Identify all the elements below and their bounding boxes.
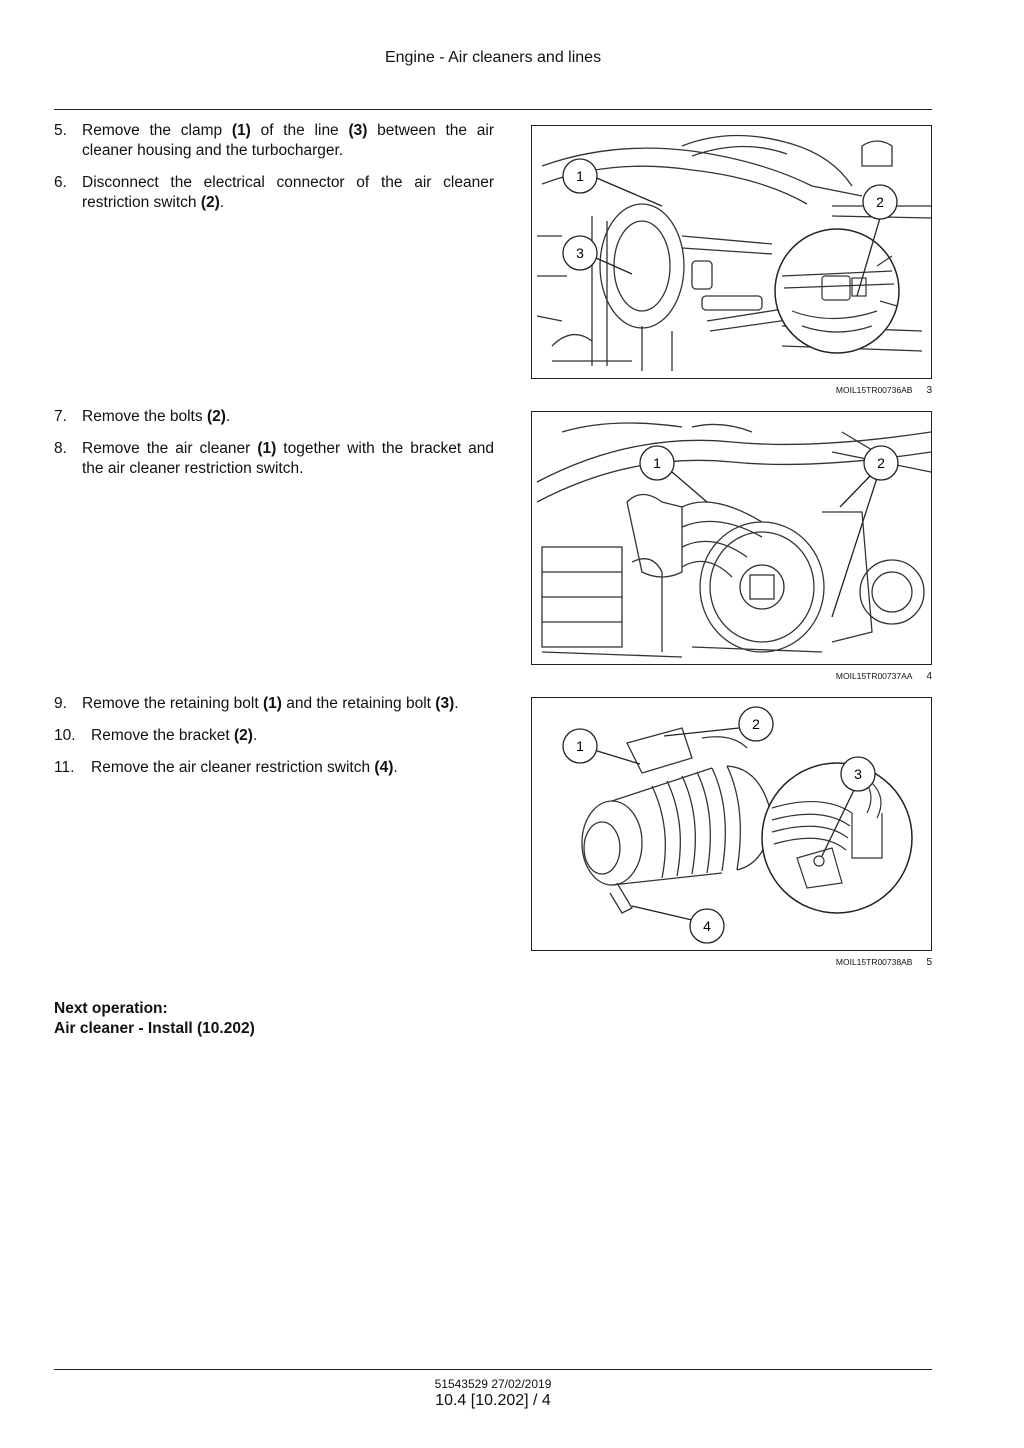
step-text: Remove the air cleaner (1) together with the bracket and the air cleaner restriction switch. — [82, 440, 494, 477]
callout-2 — [664, 707, 773, 741]
figure-number: 4 — [926, 671, 932, 682]
callout-1 — [640, 446, 707, 502]
step-number: 9. — [54, 695, 67, 712]
steps-group-3 — [54, 694, 494, 790]
figure-5-illustration — [531, 697, 932, 951]
footer-doc-id: 51543529 27/02/2019 — [434, 1377, 552, 1391]
step-number: 7. — [54, 408, 67, 425]
step-11 — [54, 758, 494, 778]
next-operation — [54, 999, 255, 1039]
svg-text:1: 1 — [576, 738, 584, 754]
figure-number: 3 — [926, 385, 932, 396]
next-operation-link[interactable]: Air cleaner - Install (10.202) — [54, 1020, 255, 1037]
step-number: 8. — [54, 440, 67, 457]
svg-text:3: 3 — [576, 245, 584, 261]
figure-5-caption — [531, 957, 932, 968]
figure-3-caption — [531, 385, 932, 396]
callout-3 — [563, 236, 632, 274]
step-8 — [54, 439, 494, 479]
step-6 — [54, 173, 494, 213]
step-number: 11. — [54, 759, 75, 776]
footer-rule — [54, 1369, 932, 1370]
figure-number: 5 — [926, 957, 932, 968]
svg-text:1: 1 — [576, 168, 584, 184]
svg-text:2: 2 — [877, 455, 885, 471]
step-number: 10. — [54, 727, 76, 744]
figure-4-illustration — [531, 411, 932, 665]
step-text: Disconnect the electrical connector of the air cleaner restriction switch (2). — [82, 174, 494, 211]
svg-text:2: 2 — [752, 716, 760, 732]
header-rule — [54, 109, 932, 110]
footer-page-number: 10.4 [10.202] / 4 — [435, 1392, 551, 1409]
step-number: 5. — [54, 122, 67, 139]
svg-text:2: 2 — [876, 194, 884, 210]
figure-3-illustration — [531, 125, 932, 379]
steps-group-2 — [54, 407, 494, 491]
svg-text:3: 3 — [854, 766, 862, 782]
step-text: Remove the retaining bolt (1) and the retaining bolt (3). — [82, 695, 459, 712]
figure-code: MOIL15TR00737AA — [835, 671, 913, 681]
figure-4-caption — [531, 671, 932, 682]
step-text: Remove the bolts (2). — [82, 408, 231, 425]
step-text: Remove the air cleaner restriction switch (4). — [91, 759, 398, 776]
step-7 — [54, 407, 494, 427]
step-5 — [54, 121, 494, 161]
callout-2 — [832, 446, 898, 617]
steps-group-1 — [54, 121, 494, 225]
step-10 — [54, 726, 494, 746]
page-header-title: Engine - Air cleaners and lines — [384, 49, 602, 66]
step-number: 6. — [54, 174, 67, 191]
callout-4 — [632, 906, 724, 943]
svg-text:4: 4 — [703, 918, 711, 934]
step-9 — [54, 694, 494, 714]
figure-code: MOIL15TR00736AB — [835, 385, 913, 395]
figure-code: MOIL15TR00738AB — [835, 957, 913, 967]
step-text: Remove the clamp (1) of the line (3) between the air cleaner housing and the turbocharger. — [82, 122, 495, 159]
next-operation-label: Next operation: — [54, 1000, 168, 1017]
svg-text:1: 1 — [653, 455, 661, 471]
step-text: Remove the bracket (2). — [91, 727, 258, 744]
